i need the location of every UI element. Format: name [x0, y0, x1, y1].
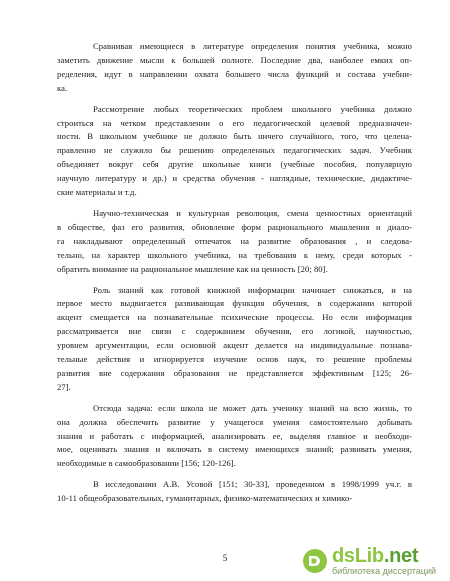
text-line: знания и работать с информацией, анализировать ее, выделяя главное и необходи- — [57, 430, 412, 441]
text-line: рассматривается вне связи с содержанием обучения, его логикой, научностью, — [57, 326, 412, 337]
paragraph — [57, 284, 412, 395]
text-line: в обществе, фаз его развития, обновление форм рационального мышления и диало- — [57, 221, 412, 232]
text-line: Отсюда задача: если школа не может дать ученику знаний на всю жизнь, то — [93, 402, 412, 413]
text-line: тельные действия и игнорируется изучение основ наук, то решение проблемы — [57, 354, 412, 365]
text-line: уровнем аргументации, если основной акцент делается на индивидуальные познава- — [57, 340, 412, 351]
document-body — [57, 40, 412, 513]
text-line: научную литературу и др.) и средства обучения - наглядные, технические, дидактиче- — [57, 173, 412, 184]
paragraph — [57, 103, 412, 200]
text-line: Научно-техническая и культурная революция, смена ценностных ориентаций — [93, 207, 412, 218]
text-line: 27]. — [57, 381, 71, 392]
text-line: 10-11 общеобразовательных, гуманитарных, физико-математических и химико- — [57, 493, 353, 504]
paragraph — [57, 402, 412, 472]
text-line: тельно, на характер школьного учебника, на требования к нему, среди которых - — [57, 249, 412, 260]
dslib-logo-icon — [302, 548, 328, 574]
text-line: мое, оценивать знания и включать в систему имеющихся знаний; развивать умения, — [57, 444, 412, 455]
text-line: га накладывают определенный отпечаток на развитие образования , и следова- — [57, 235, 412, 246]
text-line: объединяет вокруг себя другие школьные книги (учебные пособия, популярную — [57, 159, 412, 170]
text-line: В исследовании А.В. Усовой [151; 30-33], проведенном в 1998/1999 уч.г. в — [93, 479, 412, 490]
dslib-watermark[interactable] — [302, 547, 436, 575]
text-line: необходимые в самообразовании [156; 120-126]. — [57, 458, 236, 469]
text-line: первое место выдвигается развивающая функция обучения, в содержании которой — [57, 298, 412, 309]
watermark-subtitle: библиотека диссертаций — [331, 566, 436, 576]
text-line: акцент смещается на познавательные психические процессы. Но если информация — [57, 312, 412, 323]
watermark-text — [332, 546, 436, 576]
text-line: обратить внимание на рациональное мышление как на ценность [20; 80]. — [57, 263, 328, 274]
text-line: развития вне содержания образования не представляется эффективным [125; 26- — [57, 367, 412, 378]
text-line: Роль знаний как готовой книжной информации начинает снижаться, и на — [93, 284, 412, 295]
text-line: ка. — [57, 82, 68, 93]
text-line: ределения, идут в направлении охвата большего числа функций и состава учебни- — [57, 68, 412, 79]
watermark-brand-main: dsLib — [331, 545, 384, 567]
text-line: заметить движение мысли к большей полноте. Последние два, наиболее емких оп- — [57, 54, 412, 65]
watermark-brand-tld: .net — [383, 545, 419, 567]
text-line: Рассмотрение любых теоретических проблем школьного учебника должно — [93, 103, 412, 114]
text-line: ские материалы и т.д. — [57, 187, 137, 198]
paragraph — [57, 207, 412, 277]
paragraph — [57, 478, 412, 506]
text-line: правленно не служило бы решению определенных педагогических задач. Учебник — [57, 145, 412, 156]
page-number: 5 — [222, 553, 228, 563]
text-line: она должна обеспечить развитие у учащегося умения самостоятельно добывать — [57, 416, 412, 427]
text-line: ности. В школьном учебнике не должно быть ничего случайного, того, что целена- — [57, 131, 412, 142]
text-line: строиться на четком представлении о его педагогической целевой предназначен- — [57, 117, 412, 128]
watermark-brand — [332, 546, 436, 566]
paragraph — [57, 40, 412, 96]
text-line: Сравнивая имеющиеся в литературе определения понятия учебника, можно — [93, 41, 412, 51]
